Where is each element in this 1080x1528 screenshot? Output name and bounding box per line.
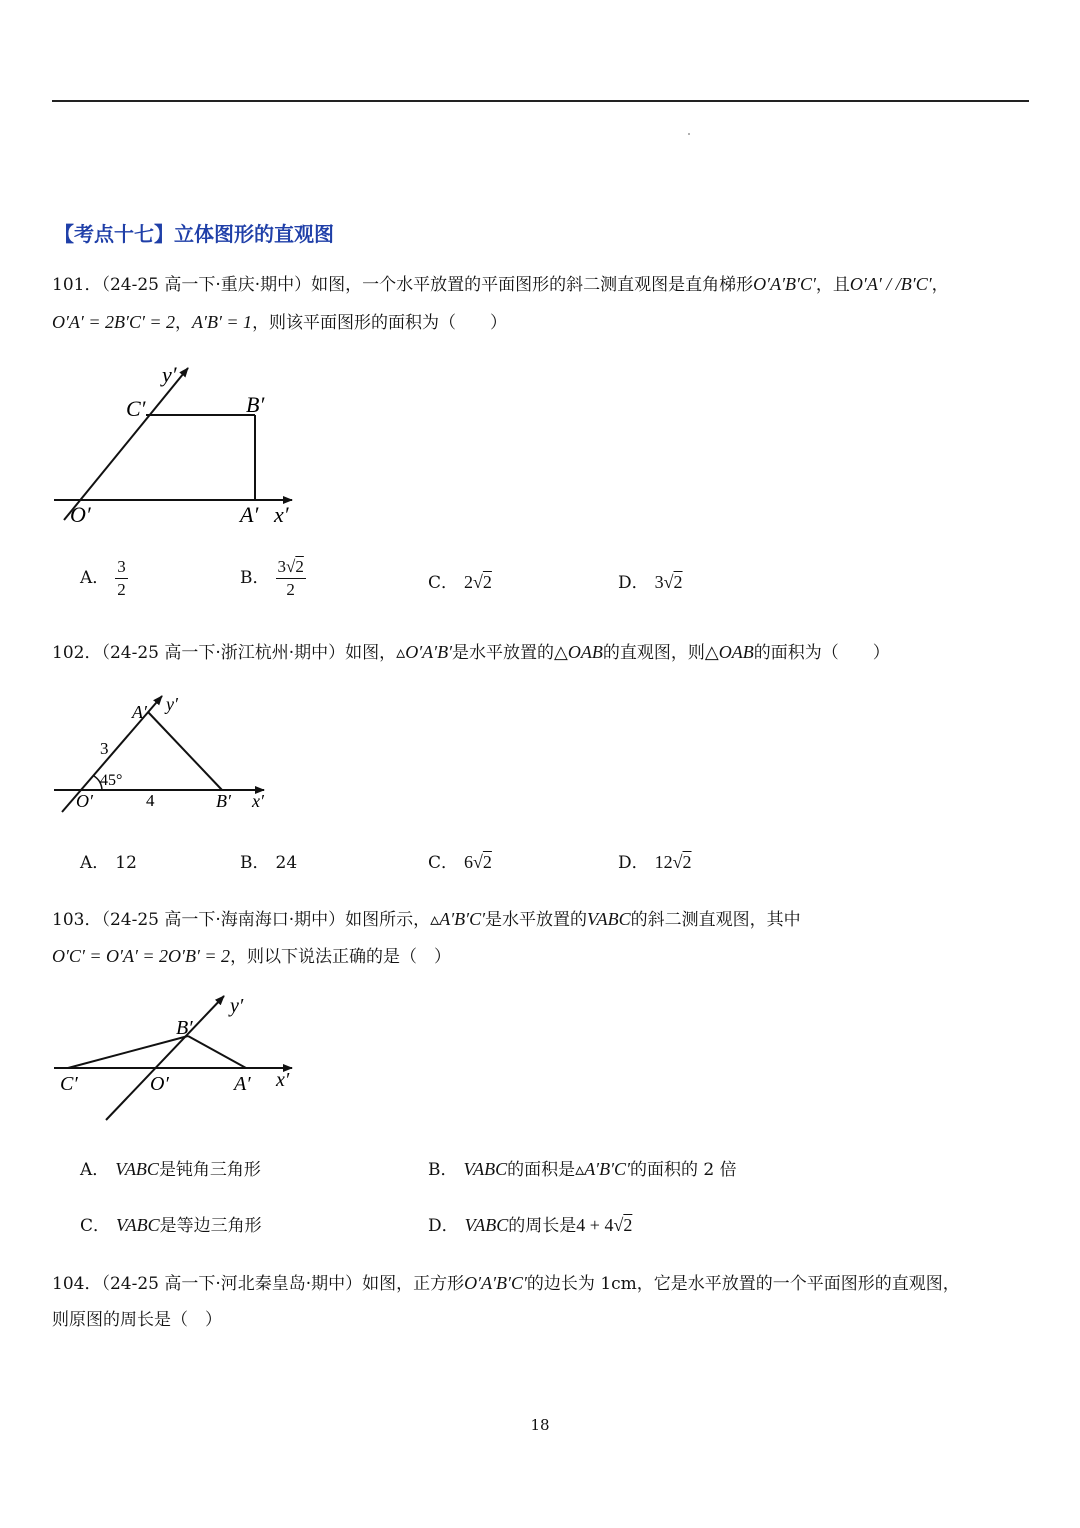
q103-o-label: O′ <box>150 1073 169 1095</box>
q102-option-c[interactable]: C． 6√2 <box>428 852 492 873</box>
q101-option-b[interactable]: B． $\frac{3√2}{2}$ <box>240 557 304 599</box>
q101-b-label: B′ <box>246 392 265 417</box>
q103-line2: O′C′ = O′A′ = 2O′B′ = 2，则以下说法正确的是（ ） <box>52 946 452 967</box>
q102-side-label: 3 <box>100 739 109 758</box>
q102-line1: 102．（24-25 高一下·浙江杭州·期中）如图，▵O′A′B′是水平放置的△OAB的直观图，则△OAB的面积为（ ） <box>52 642 890 663</box>
q101-o-label: O′ <box>70 502 91 527</box>
header-rule <box>52 100 1029 102</box>
q102-angle-label: 45° <box>100 772 123 789</box>
q102-base-label: 4 <box>146 791 155 810</box>
q102-option-a[interactable]: A． 12 <box>80 853 137 873</box>
q104-line2: 则原图的周长是（ ） <box>52 1310 222 1330</box>
q103-c-label: C′ <box>60 1073 78 1095</box>
q101-y-axis <box>64 368 188 520</box>
q103-option-c[interactable]: C． VABC是等边三角形 <box>80 1215 262 1236</box>
q103-y-axis <box>106 996 224 1120</box>
q101-y-label: y′ <box>162 362 177 387</box>
q103-side-ba <box>188 1036 246 1068</box>
q102-option-b[interactable]: B． 24 <box>240 853 298 873</box>
q101-option-d[interactable]: D． 3√2 <box>618 572 683 593</box>
stray-dot <box>688 133 690 135</box>
q103-x-label: x′ <box>276 1069 290 1091</box>
q102-a-label: A′ <box>132 702 147 722</box>
q103-y-label: y′ <box>230 995 244 1017</box>
q102-b-label: B′ <box>216 791 231 811</box>
q102-o-label: O′ <box>76 791 93 811</box>
q101-line1: 101．（24-25 高一下·重庆·期中）如图，一个水平放置的平面图形的斜二测直观图是直角梯形O′A′B′C′，且O′A′ / /B′C′， <box>52 274 949 295</box>
q103-a-label: A′ <box>234 1073 251 1095</box>
q101-option-a-fraction: $\frac{3}{2}$ <box>117 557 126 599</box>
q102-figure <box>50 690 280 820</box>
section-title: 【考点十七】立体图形的直观图 <box>54 222 334 246</box>
q101-option-b-fraction: $\frac{3√2}{2}$ <box>277 557 304 599</box>
q103-line1: 103．（24-25 高一下·海南海口·期中）如图所示，▵A′B′C′是水平放置的VABC的斜二测直观图，其中 <box>52 909 801 930</box>
q101-option-a[interactable]: A． $\frac{3}{2}$ <box>80 557 126 599</box>
q102-x-label: x′ <box>252 791 264 811</box>
q103-figure <box>50 992 310 1127</box>
q101-figure <box>50 360 310 530</box>
q101-x-label: x′ <box>274 502 289 527</box>
q101-a-label: A′ <box>240 502 259 527</box>
q104-line1: 104．（24-25 高一下·河北秦皇岛·期中）如图，正方形O′A′B′C′的边长为 1cm，它是水平放置的一个平面图形的直观图， <box>52 1273 960 1294</box>
q103-option-d[interactable]: D． VABC的周长是4 + 4√2 <box>428 1215 633 1236</box>
q101-option-c[interactable]: C． 2√2 <box>428 572 492 593</box>
page-number: 18 <box>530 1416 550 1434</box>
q101-line2: O′A′ = 2B′C′ = 2，A′B′ = 1，则该平面图形的面积为（ ） <box>52 312 508 333</box>
q103-option-b[interactable]: B． VABC的面积是▵A′B′C′的面积的 2 倍 <box>428 1159 737 1180</box>
q101-c-label: C′ <box>126 396 146 421</box>
q103-option-a[interactable]: A． VABC是钝角三角形 <box>80 1159 261 1180</box>
q102-side-ab <box>148 712 222 790</box>
q103-b-label: B′ <box>176 1017 193 1039</box>
q102-y-label: y′ <box>166 694 178 714</box>
q102-option-d[interactable]: D． 12√2 <box>618 852 692 873</box>
